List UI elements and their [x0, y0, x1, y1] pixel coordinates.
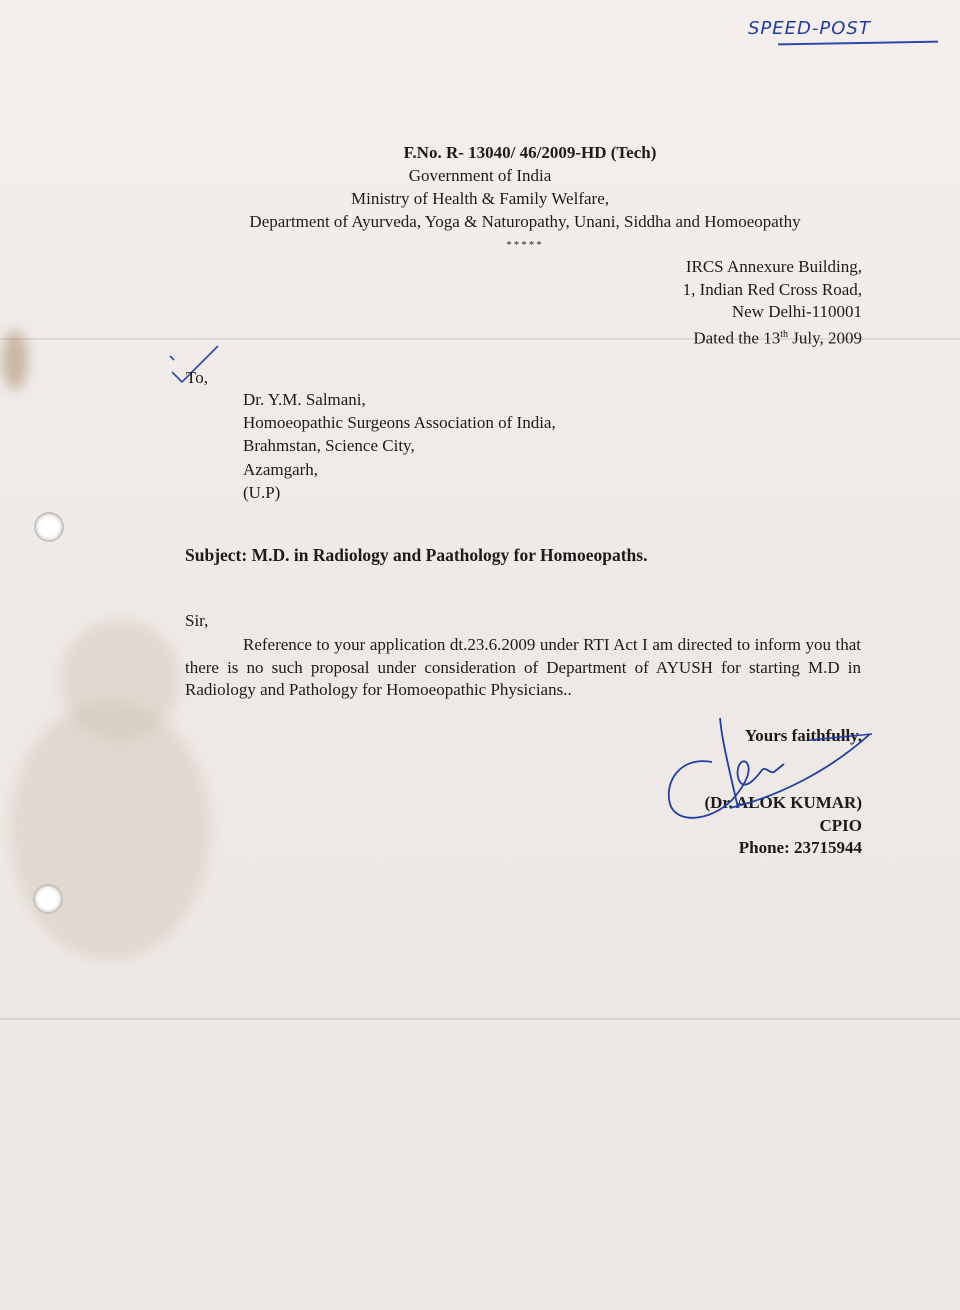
to-label: To,	[186, 368, 208, 387]
recipient-street: Brahmstan, Science City,	[243, 436, 415, 456]
sender-address	[683, 256, 862, 350]
ministry-line: Ministry of Health & Family Welfare,	[351, 189, 609, 208]
letter-date	[683, 324, 862, 350]
department-line: Department of Ayurveda, Yoga & Naturopathy, Unani, Siddha and Homoeopathy	[249, 212, 801, 231]
body-paragraph: Reference to your application dt.23.6.2009 under RTI Act I am directed to inform you that there is no such proposal under consideration of Department of AYUSH for starting M.D in Radiology and Pathology for Homoeopathic Physicians..	[185, 635, 861, 699]
address-line-2: 1, Indian Red Cross Road,	[682, 279, 862, 299]
file-number: F.No. R- 13040/ 46/2009-HD (Tech)	[403, 143, 657, 162]
date-suffix: July, 2009	[788, 328, 862, 348]
date-superscript: th	[780, 328, 788, 340]
date-prefix: Dated the 13	[693, 328, 781, 348]
address-line-3: New Delhi-110001	[731, 302, 862, 322]
stain	[60, 620, 180, 740]
signatory-name: (Dr. ALOK KUMAR)	[704, 793, 862, 812]
government-line: Government of India	[408, 166, 552, 185]
separator-stars: *****	[506, 239, 544, 251]
recipient-state: (U.P)	[243, 482, 281, 502]
recipient-city: Azamgarh,	[243, 459, 319, 479]
address-line-1: IRCS Annexure Building,	[685, 257, 862, 276]
punch-hole	[33, 884, 63, 914]
signature-icon	[660, 712, 880, 832]
closing: Yours faithfully,	[744, 726, 862, 745]
recipient-name: Dr. Y.M. Salmani,	[243, 390, 366, 409]
recipient-address	[243, 388, 556, 504]
annotation-underline	[778, 41, 938, 46]
phone-number: Phone: 23715944	[738, 838, 862, 857]
fold-line	[0, 1018, 960, 1020]
subject-line: Subject: M.D. in Radiology and Paathology for Homoeopaths.	[185, 545, 648, 565]
designation: CPIO	[819, 816, 862, 835]
stain	[2, 330, 28, 390]
speed-post-annotation: SPEED-POST	[748, 18, 871, 39]
recipient-org: Homoeopathic Surgeons Association of India,	[243, 413, 556, 433]
punch-hole	[34, 512, 64, 542]
salutation: Sir,	[185, 611, 209, 630]
